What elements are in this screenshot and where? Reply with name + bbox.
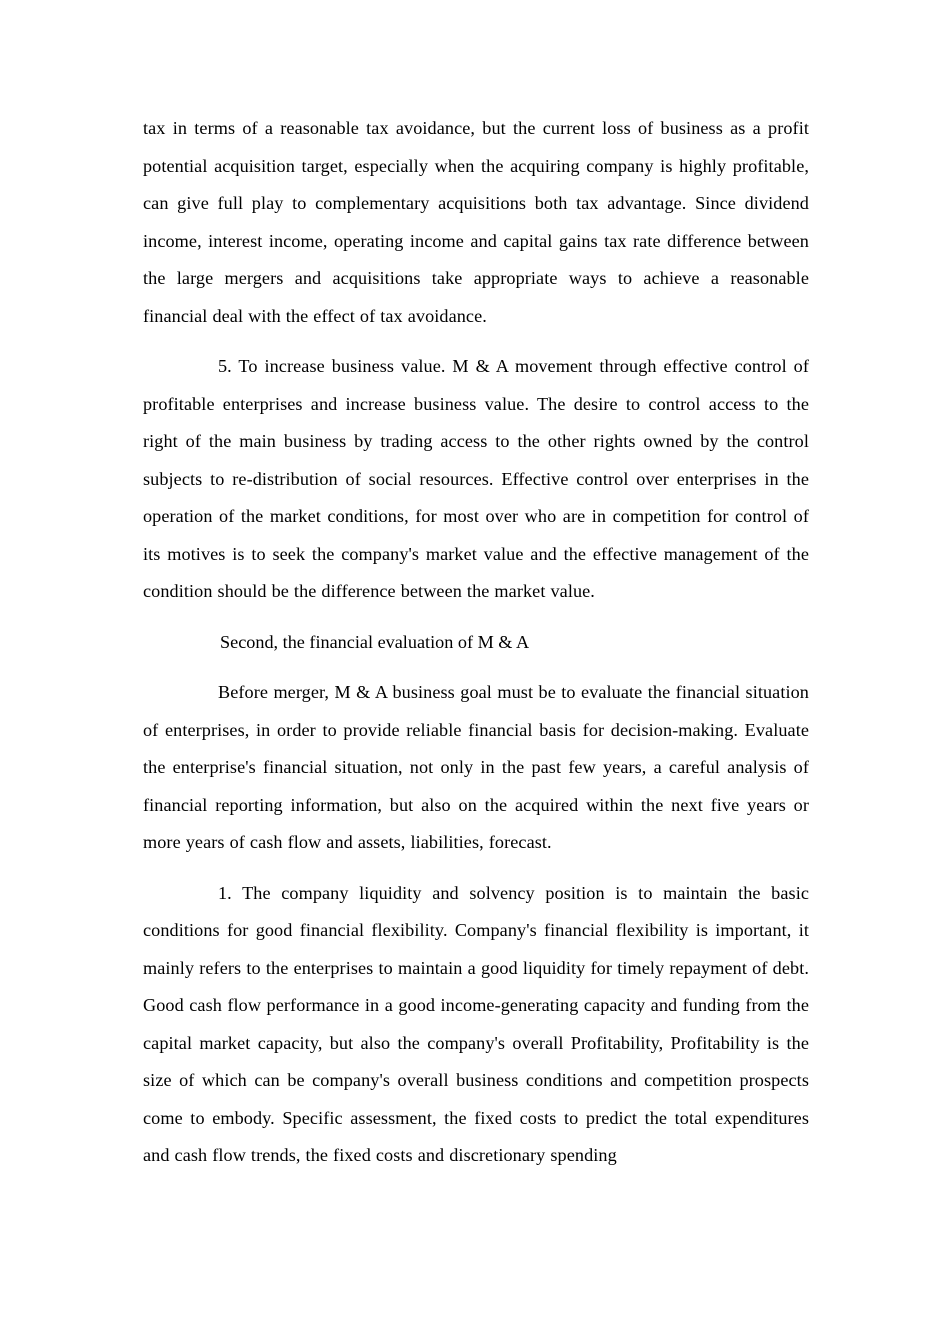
paragraph-before-merger: Before merger, M & A business goal must be to evaluate the financial situation of enterprises, in order to provide reliable financial basis for decision-making. Evaluate the enterprise's financial situation, not only in the past few years, a careful analysis of financial reporting information, but also on the acquired within the next five years or more years of cash flow and assets, liabilities, forecast.: [143, 682, 809, 852]
heading-second-financial-evaluation: Second, the financial evaluation of M & A: [220, 631, 530, 652]
paragraph-increase-business-value: 5. To increase business value. M & A movement through effective control of profitable enterprises and increase business value. The desire to control access to the right of the main business by trading access to the other rights owned by the control subjects to re-distribution of social resources. Effective control over enterprises in the operation of the market conditions, for most over who are in competition for control of its motives is to seek the company's market value and the effective management of the condition should be the difference between the market value.: [143, 356, 809, 601]
paragraph-tax-avoidance: tax in terms of a reasonable tax avoidance, but the current loss of business as a profit potential acquisition target, especially when the acquiring company is highly profitable, can give full play to complementary acquisitions both tax advantage. Since dividend income, interest income, operating income and capital gains tax rate difference between the large mergers and acquisitions take appropriate ways to achieve a reasonable financial deal with the effect of tax avoidance.: [143, 118, 809, 326]
text-column: [143, 110, 809, 1175]
paragraph-liquidity-solvency: 1. The company liquidity and solvency position is to maintain the basic conditions for good financial flexibility. Company's financial flexibility is important, it mainly refers to the enterprises to maintain a good liquidity for timely repayment of debt. Good cash flow performance in a good income-generating capacity and funding from the capital market capacity, but also the company's overall Profitability, Profitability is the size of which can be company's overall business conditions and competition prospects come to embody. Specific assessment, the fixed costs to predict the total expenditures and cash flow trends, the fixed costs and discretionary spending: [143, 882, 809, 1165]
